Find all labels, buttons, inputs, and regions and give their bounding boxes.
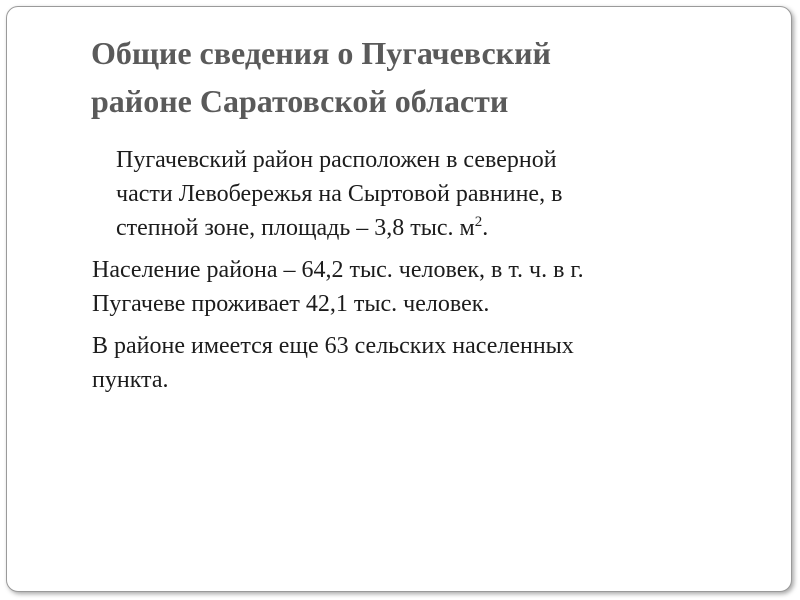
area-text: степной зоне, площадь – 3,8 тыс. м <box>116 215 475 241</box>
text-line-area <box>92 211 762 245</box>
text-line: части Левобережья на Сыртовой равнине, в <box>116 181 563 207</box>
paragraph-location <box>92 143 762 245</box>
slide-title <box>91 29 751 125</box>
title-line: районе Саратовской области <box>91 83 509 119</box>
area-superscript: 2 <box>474 214 483 230</box>
slide-frame <box>6 6 792 592</box>
text-line: Население района – 64,2 тыс. человек, в т. ч. в г. <box>92 257 584 283</box>
text-line: Пугачевский район расположен в северной <box>116 147 557 173</box>
title-line: Общие сведения о Пугачевский <box>91 35 551 71</box>
area-period: . <box>482 215 489 241</box>
paragraph-settlements <box>92 329 762 397</box>
slide-body <box>92 143 762 405</box>
text-line: пункта. <box>92 367 169 393</box>
text-line: Пугачеве проживает 42,1 тыс. человек. <box>92 291 490 317</box>
paragraph-population <box>92 253 762 321</box>
text-line: В районе имеется еще 63 сельских населенных <box>92 333 574 359</box>
